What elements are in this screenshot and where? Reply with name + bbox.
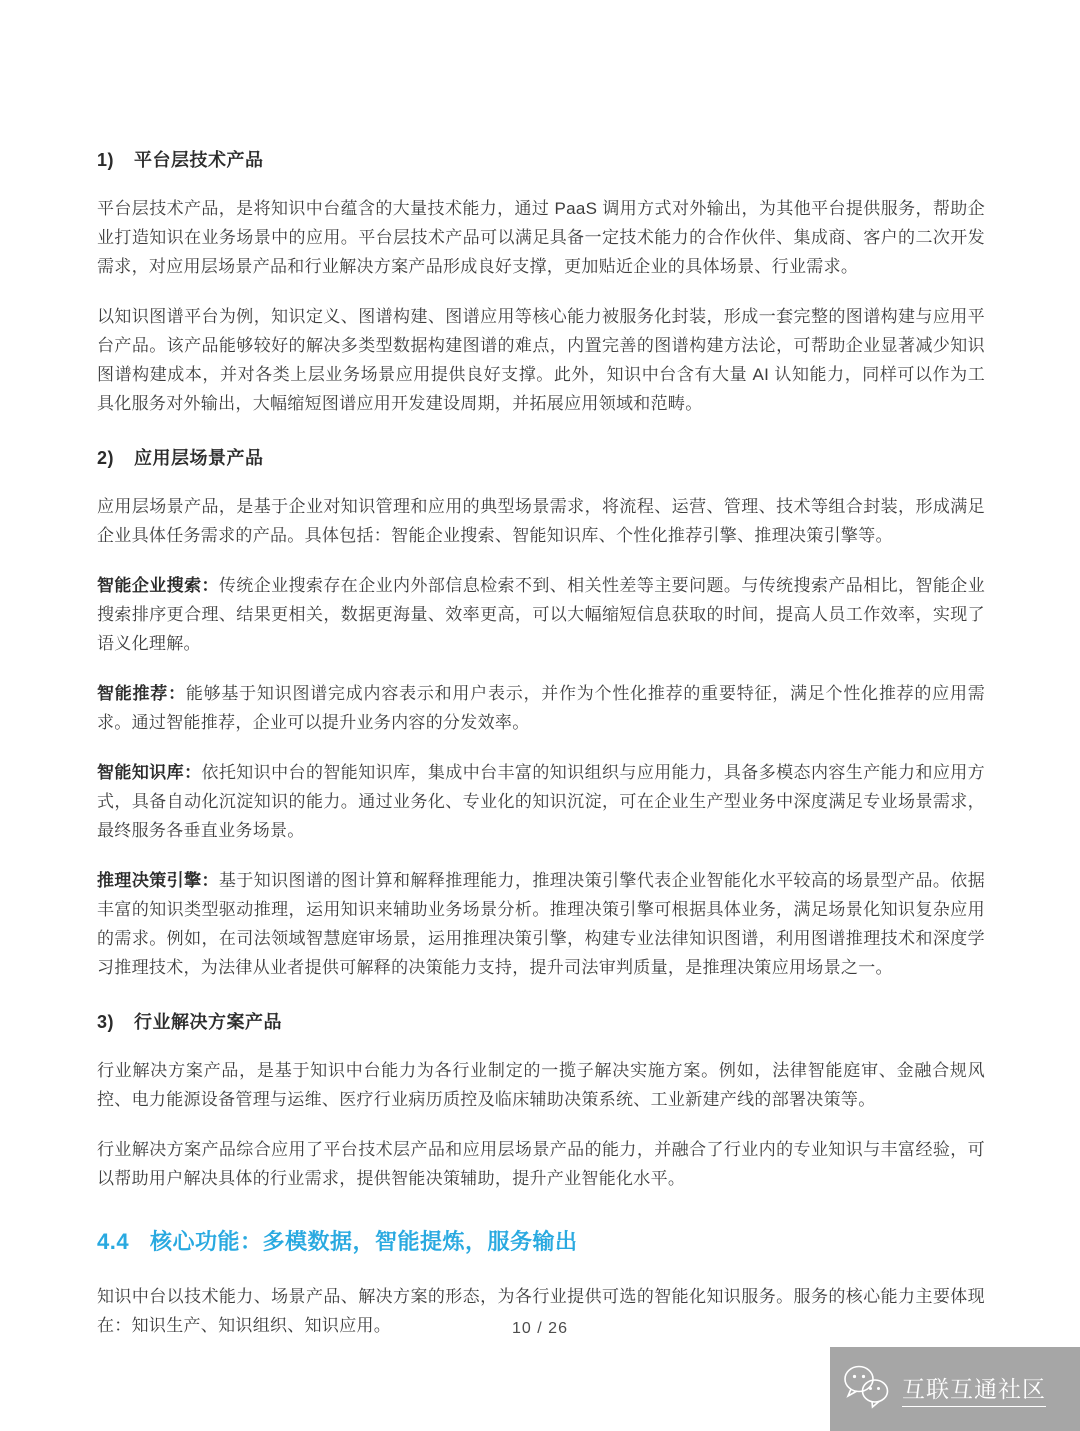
feature-lead: 智能推荐： xyxy=(97,684,186,703)
section-title: 核心功能：多模数据，智能提炼，服务输出 xyxy=(150,1229,578,1254)
section-number: 4.4 xyxy=(97,1229,130,1254)
heading-industry-solution xyxy=(97,1008,985,1034)
heading-title: 平台层技术产品 xyxy=(134,150,264,170)
heading-number: 2) xyxy=(97,448,115,468)
paragraph: 知识中台以技术能力、场景产品、解决方案的形态，为各行业提供可选的智能化知识服务。服务的核心能力主要体现在：知识生产、知识组织、知识应用。 xyxy=(97,1287,985,1335)
paragraph-feature xyxy=(97,866,985,982)
feature-lead: 智能知识库： xyxy=(97,763,202,782)
paragraph: 行业解决方案产品，是基于知识中台能力为各行业制定的一揽子解决实施方案。例如，法律智能庭审、金融合规风控、电力能源设备管理与运维、医疗行业病历质控及临床辅助决策系统、工业新建产线的部署决策等。 xyxy=(97,1061,985,1109)
feature-lead: 智能企业搜索： xyxy=(97,576,219,595)
watermark-badge xyxy=(830,1347,1080,1431)
feature-lead: 推理决策引擎： xyxy=(97,871,219,890)
paragraph: 应用层场景产品，是基于企业对知识管理和应用的典型场景需求，将流程、运营、管理、技术等组合封装，形成满足企业具体任务需求的产品。具体包括：智能企业搜索、智能知识库、个性化推荐引擎、推理决策引擎等。 xyxy=(97,497,985,545)
paragraph: 行业解决方案产品综合应用了平台技术层产品和应用层场景产品的能力，并融合了行业内的专业知识与丰富经验，可以帮助用户解决具体的行业需求，提供智能决策辅助，提升产业智能化水平。 xyxy=(97,1140,985,1188)
feature-text: 依托知识中台的智能知识库，集成中台丰富的知识组织与应用能力，具备多模态内容生产能力和应用方式，具备自动化沉淀知识的能力。通过业务化、专业化的知识沉淀，可在企业生产型业务中深度满足专业场景需求，最终服务各垂直业务场景。 xyxy=(97,763,985,840)
paragraph-feature xyxy=(97,758,985,845)
heading-platform-layer xyxy=(97,146,985,172)
paragraph-feature xyxy=(97,571,985,658)
paragraph: 平台层技术产品，是将知识中台蕴含的大量技术能力，通过 PaaS 调用方式对外输出，为其他平台提供服务，帮助企业打造知识在业务场景中的应用。平台层技术产品可以满足具备一定技术能力的合作伙伴、集成商、客户的二次开发需求，对应用层场景产品和行业解决方案产品形成良好支撑，更加贴近企业的具体场景、行业需求。 xyxy=(97,199,985,276)
heading-number: 3) xyxy=(97,1012,115,1032)
heading-application-layer xyxy=(97,444,985,470)
paragraph-feature xyxy=(97,679,985,737)
heading-core-functions xyxy=(97,1225,985,1256)
feature-text: 基于知识图谱的图计算和解释推理能力，推理决策引擎代表企业智能化水平较高的场景型产品。依据丰富的知识类型驱动推理，运用知识来辅助业务场景分析。推理决策引擎可根据具体业务，满足场景化知识复杂应用的需求。例如，在司法领域智慧庭审场景，运用推理决策引擎，构建专业法律知识图谱，利用图谱推理技术和深度学习推理技术，为法律从业者提供可解释的决策能力支持，提升司法审判质量，是推理决策应用场景之一。 xyxy=(97,871,985,977)
heading-title: 应用层场景产品 xyxy=(134,448,264,468)
heading-title: 行业解决方案产品 xyxy=(134,1012,282,1032)
paragraph: 以知识图谱平台为例，知识定义、图谱构建、图谱应用等核心能力被服务化封装，形成一套完整的图谱构建与应用平台产品。该产品能够较好的解决多类型数据构建图谱的难点，内置完善的图谱构建方法论，可帮助企业显著减少知识图谱构建成本，并对各类上层业务场景应用提供良好支撑。此外，知识中台含有大量 AI 认知能力，同样可以作为工具化服务对外输出，大幅缩短图谱应用开发建设周期，并拓展应用领域和范畴。 xyxy=(97,307,985,413)
document-content xyxy=(97,146,985,1361)
heading-number: 1) xyxy=(97,150,115,170)
watermark-community-name: 互联互通社区 xyxy=(902,1371,1046,1407)
feature-text: 传统企业搜索存在企业内外部信息检索不到、相关性差等主要问题。与传统搜索产品相比，智能企业搜索排序更合理、结果更相关，数据更海量、效率更高，可以大幅缩短信息获取的时间，提高人员工作效率，实现了语义化理解。 xyxy=(97,576,985,653)
feature-text: 能够基于知识图谱完成内容表示和用户表示，并作为个性化推荐的重要特征，满足个性化推荐的应用需求。通过智能推荐，企业可以提升业务内容的分发效率。 xyxy=(97,684,986,732)
wechat-chat-bubbles-icon xyxy=(842,1363,896,1416)
page-number: 10 / 26 xyxy=(512,1320,568,1337)
